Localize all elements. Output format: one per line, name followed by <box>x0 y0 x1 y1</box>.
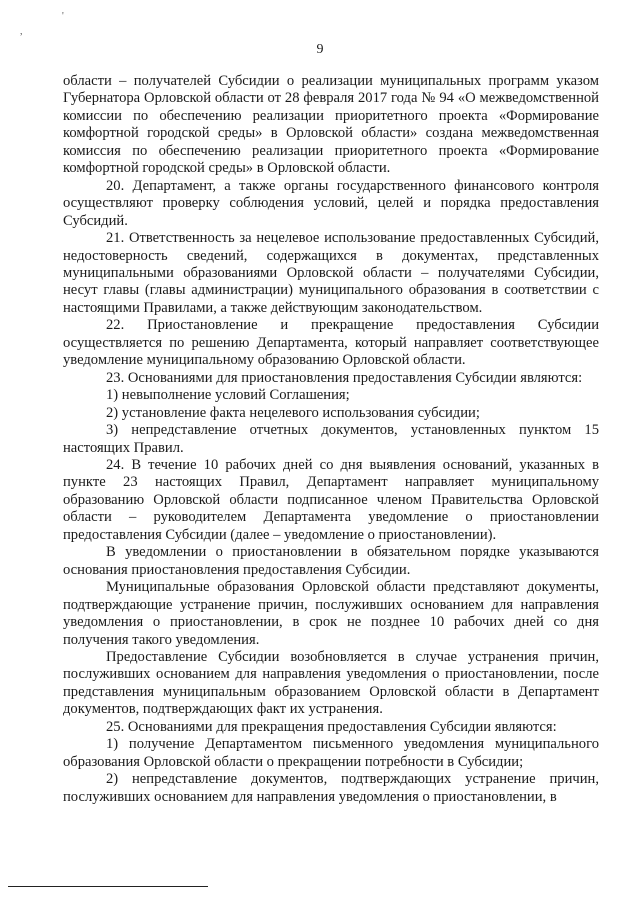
paragraph: 2) установление факта нецелевого использования субсидии; <box>106 404 480 421</box>
paragraph: 1) получение Департаментом письменного уведомления муниципального образования Орловской области о прекращении потребности в Субсидии; <box>63 736 599 770</box>
scan-speck: ' <box>62 11 64 22</box>
paragraph: Муниципальные образования Орловской области представляют документы, подтверждающие устранение причин, послуживших основанием для направления уведомления о приостановлении, в срок не позднее 10 рабочих дней со дня получения такого уведомления. <box>63 579 599 648</box>
paragraph: В уведомлении о приостановлении в обязательном порядке указываются основания приостановления предоставления Субсидии. <box>63 544 599 578</box>
paragraph: 22. Приостановление и прекращение предоставления Субсидии осуществляется по решению Департамента, который направляет соответствующее уведомление муниципальному образованию Орловской области. <box>63 317 599 369</box>
paragraph: Предоставление Субсидии возобновляется в случае устранения причин, послуживших основанием для направления уведомления о приостановлении, после представления муниципальным образованием Орловской области в Департамент документов, подтверждающих факт их устранения. <box>63 648 599 718</box>
paragraph: области – получателей Субсидии о реализации муниципальных программ указом Губернатора Орловской области от 28 февраля 2017 года № 94 «О межведомственной комиссии по обеспечению реализации приоритетного проекта «Формирование комфортной городской среды» в Орловской области» создана межведомственная комиссия по обеспечению реализации приоритетного проекта «Формирование комфортной городской среды» в Орловской области. <box>63 73 599 177</box>
footer-rule <box>8 886 208 887</box>
page-number: 9 <box>316 42 324 57</box>
paragraph: 3) непредставление отчетных документов, установленных пунктом 15 настоящих Правил. <box>63 422 599 456</box>
scan-speck: , <box>20 26 23 37</box>
paragraph: 24. В течение 10 рабочих дней со дня выявления оснований, указанных в пункте 23 настоящих Правил, Департамент направляет муниципальному образованию Орловской области подписанное членом Правительства Орловской области – руководителем Департамента уведомление о приостановлении предоставления Субсидии (далее – уведомление о приостановлении). <box>63 456 599 543</box>
paragraph: 2) непредставление документов, подтверждающих устранение причин, послуживших основанием для направления уведомления о приостановлении, в <box>63 771 599 805</box>
paragraph: 21. Ответственность за нецелевое использование предоставленных Субсидий, недостоверность сведений, содержащихся в документах, представленных муниципальными образованиями Орловской области – получателями Субсидии, несут главы (главы администрации) муниципального образования в соответствии с настоящими Правилами, а также действующим законодательством. <box>63 230 599 316</box>
document-body <box>63 73 599 806</box>
paragraph: 25. Основаниями для прекращения предоставления Субсидии являются: <box>106 718 557 735</box>
paragraph: 20. Департамент, а также органы государственного финансового контроля осуществляют проверку соблюдения условий, целей и порядка предоставления Субсидий. <box>63 177 599 229</box>
paragraph: 1) невыполнение условий Соглашения; <box>106 387 350 404</box>
paragraph: 23. Основаниями для приостановления предоставления Субсидии являются: <box>106 369 583 386</box>
